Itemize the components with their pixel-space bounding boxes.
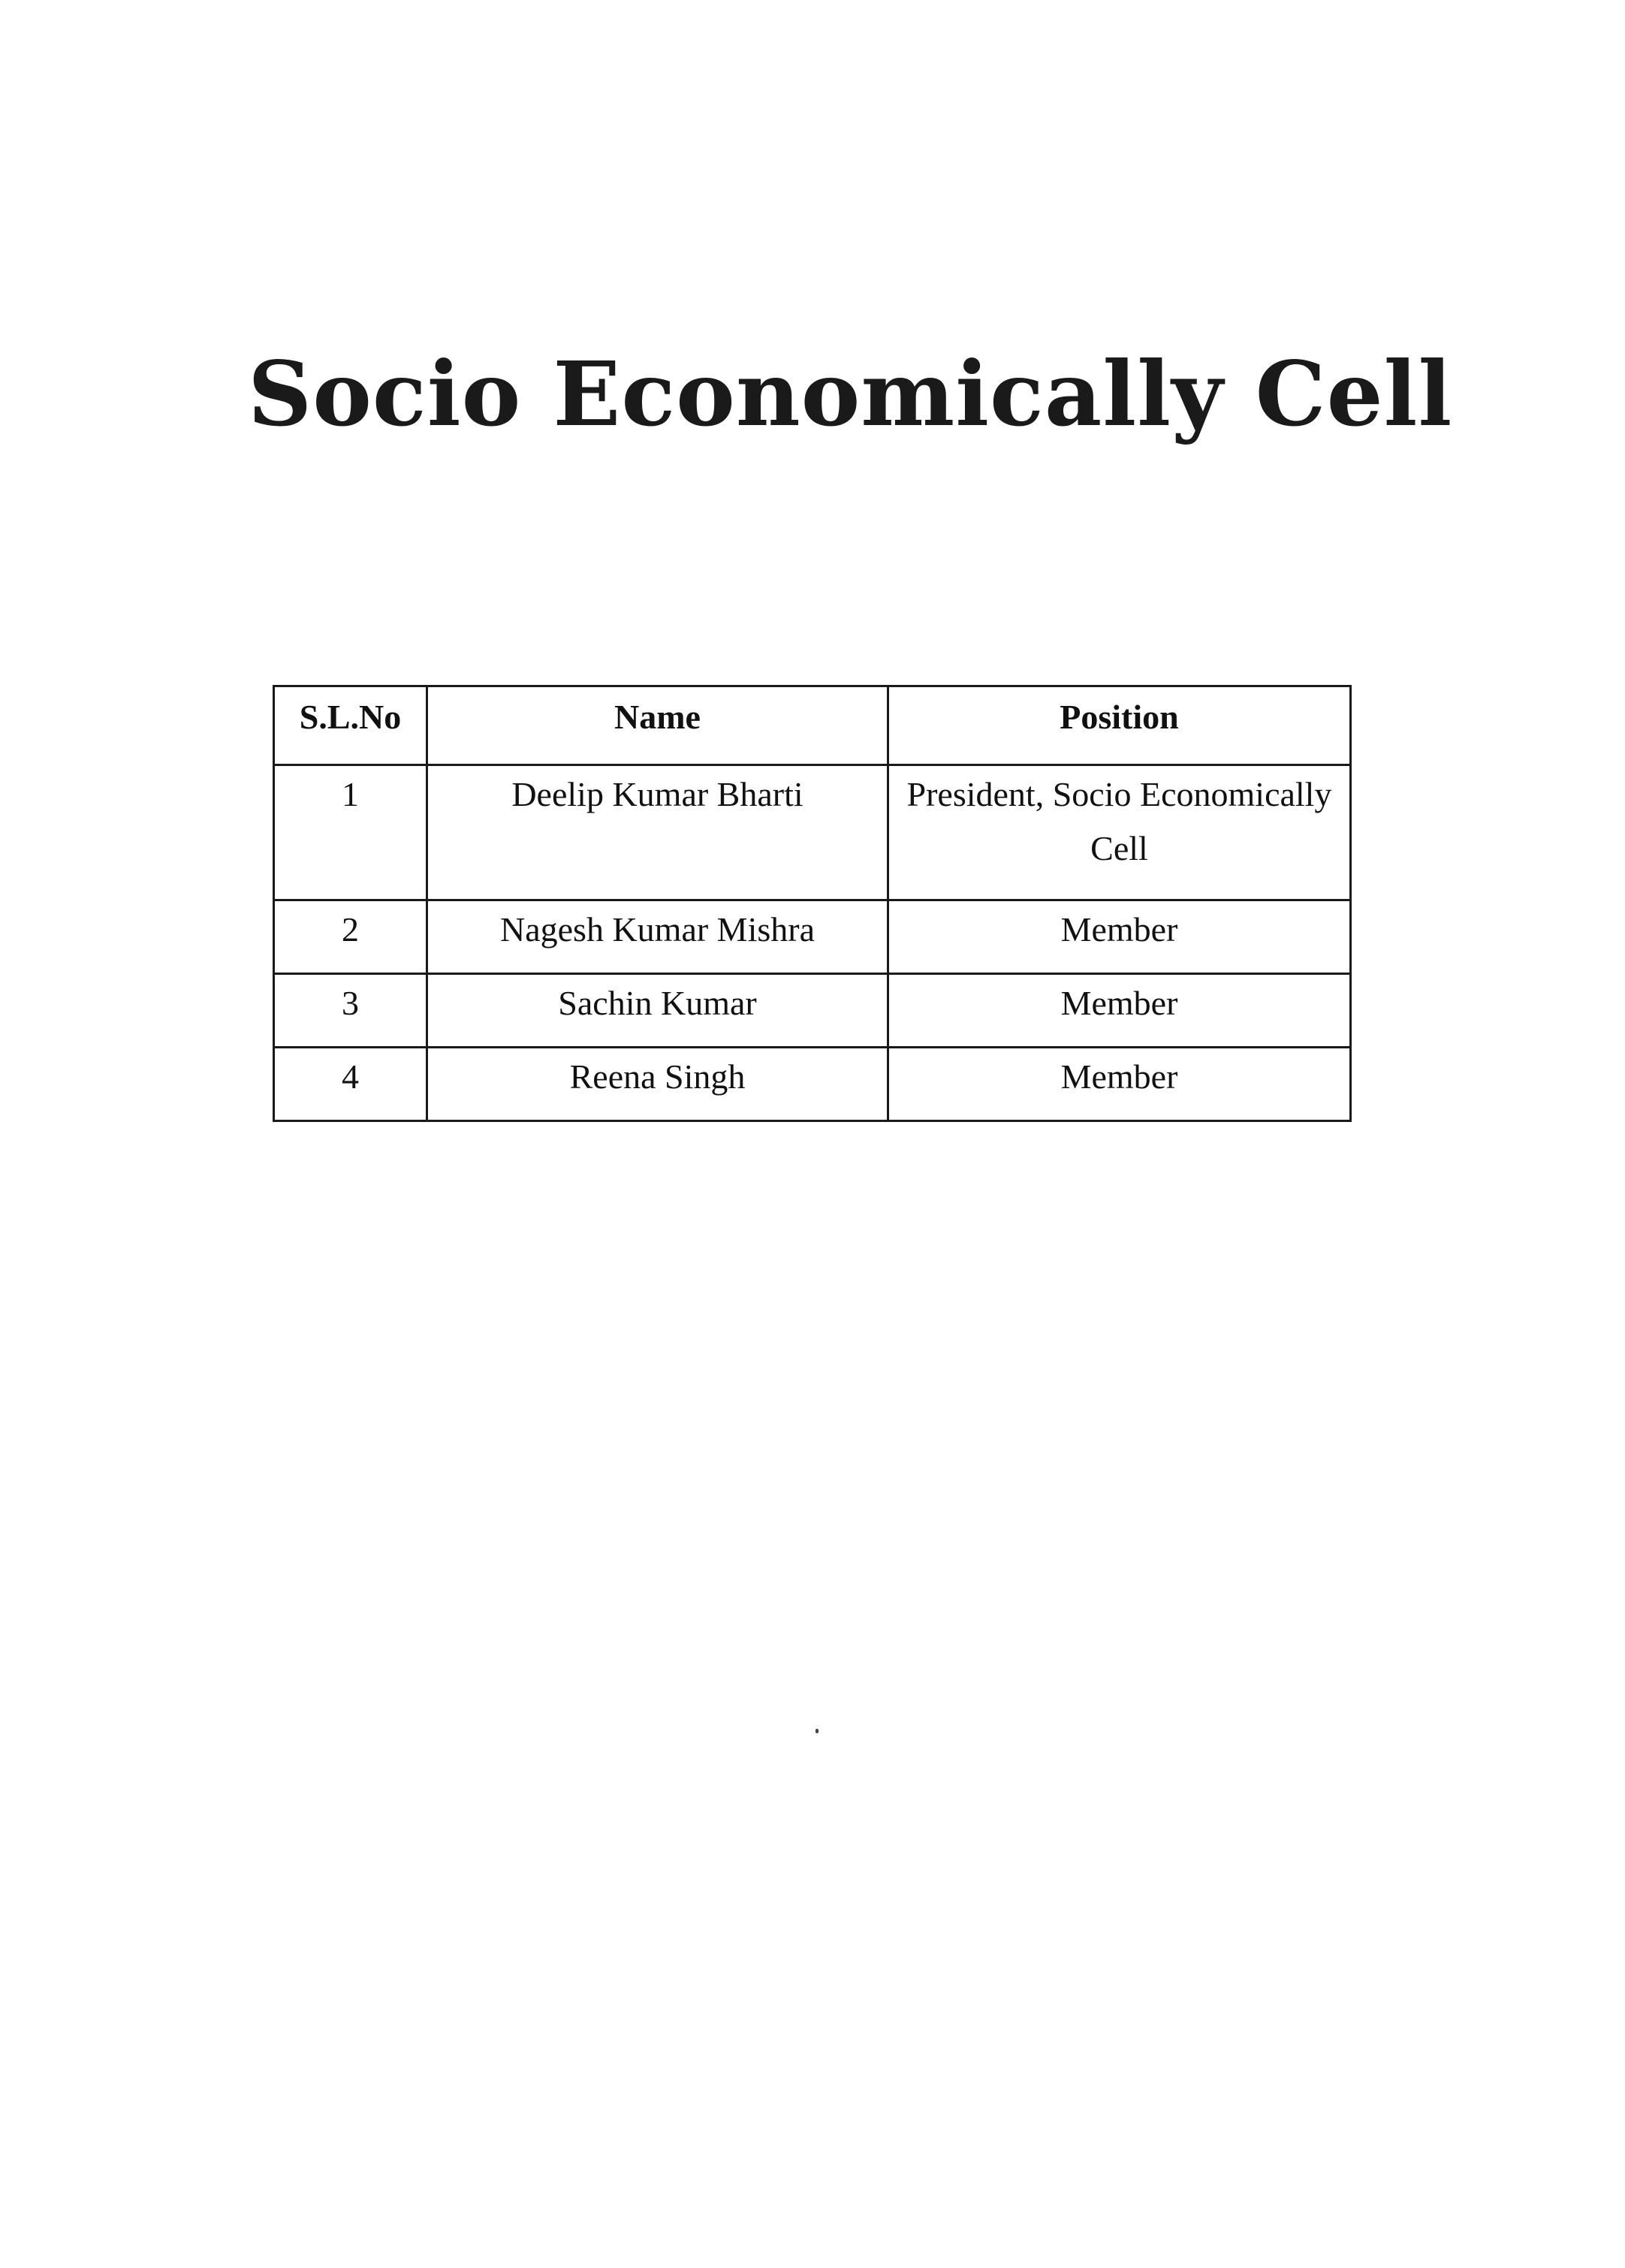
cell-position: Member: [888, 900, 1351, 974]
page-title: Socio Economically Cell: [248, 342, 1453, 446]
table-header-row: [274, 686, 1351, 765]
table-row: [274, 974, 1351, 1048]
cell-slno: 3: [274, 974, 427, 1048]
cell-position: Member: [888, 974, 1351, 1048]
members-table: [273, 685, 1352, 1122]
table-row: [274, 1048, 1351, 1121]
cell-slno: 1: [274, 765, 427, 900]
column-header-slno: S.L.No: [274, 686, 427, 765]
table-row: [274, 765, 1351, 900]
cell-name: Reena Singh: [427, 1048, 888, 1121]
cell-slno: 4: [274, 1048, 427, 1121]
table-row: [274, 900, 1351, 974]
cell-name: Deelip Kumar Bharti: [427, 765, 888, 900]
cell-position: Member: [888, 1048, 1351, 1121]
column-header-position: Position: [888, 686, 1351, 765]
scan-speck: [816, 1729, 819, 1733]
cell-position: President, Socio Economically Cell: [888, 765, 1351, 900]
cell-name: Sachin Kumar: [427, 974, 888, 1048]
cell-name: Nagesh Kumar Mishra: [427, 900, 888, 974]
column-header-name: Name: [427, 686, 888, 765]
cell-slno: 2: [274, 900, 427, 974]
